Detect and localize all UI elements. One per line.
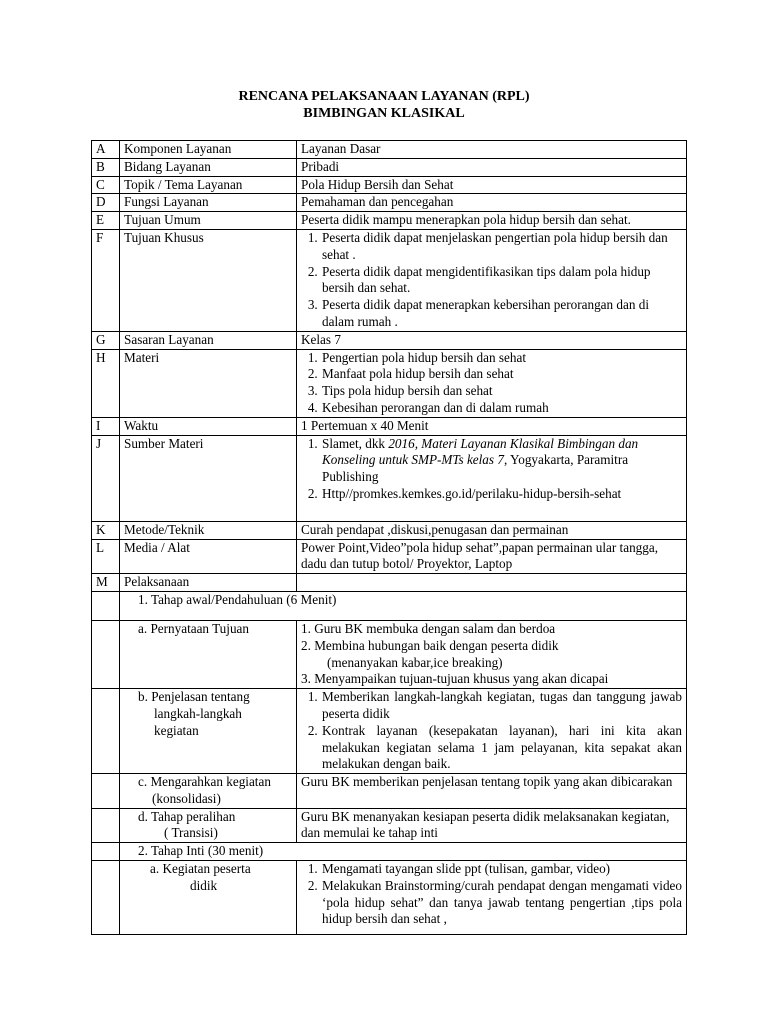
row-letter-empty xyxy=(92,591,120,620)
row-letter: G xyxy=(92,331,120,349)
row-label: Sumber Materi xyxy=(120,435,297,521)
row-label: Bidang Layanan xyxy=(120,158,297,176)
table-row-materi xyxy=(92,349,687,417)
label-line: b. Penjelasan tentang xyxy=(138,689,250,705)
row-value: Kelas 7 xyxy=(297,331,687,349)
table-row-kegiatan-peserta xyxy=(92,861,687,935)
tujuan-khusus-list xyxy=(301,230,682,331)
row-label xyxy=(120,861,297,935)
row-value: Pemahaman dan pencegahan xyxy=(297,194,687,212)
table-row-sasaran xyxy=(92,331,687,349)
list-item: 2. Melakukan Brainstorming/curah pendapat dengan mengamati video ‘pola hidup sehat” dan tanya jawab tentang pengertian ,tips pola hidup bersih dan sehat , xyxy=(321,878,682,928)
source-publisher: , Yogyakarta, Paramitra Publishing xyxy=(322,452,629,485)
row-label: Topik / Tema Layanan xyxy=(120,176,297,194)
row-value: Pribadi xyxy=(297,158,687,176)
table-row-stage2-heading xyxy=(92,843,687,861)
label-line: (konsolidasi) xyxy=(152,790,221,806)
list-item: 1. Mengamati tayangan slide ppt (tulisan, gambar, video) xyxy=(321,861,682,878)
list-item: 3. Tips pola hidup bersih dan sehat xyxy=(321,383,682,400)
list-item: 1. Guru BK membuka dengan salam dan berdoa xyxy=(301,620,556,636)
row-value xyxy=(297,689,687,774)
row-letter-empty xyxy=(92,843,120,861)
table-row-waktu xyxy=(92,417,687,435)
source-title: 2016, Materi Layanan Klasikal Bimbingan dan Konseling untuk SMP-MTs kelas 7 xyxy=(322,435,639,468)
table-row-penjelasan xyxy=(92,689,687,774)
row-value xyxy=(297,620,687,688)
document-title: RENCANA PELAKSANAAN LAYANAN (RPL) xyxy=(238,89,530,104)
materi-list xyxy=(301,350,682,417)
row-letter: A xyxy=(92,141,120,159)
row-letter-empty xyxy=(92,808,120,843)
table-row-bidang xyxy=(92,158,687,176)
row-letter: F xyxy=(92,229,120,331)
row-value: Peserta didik mampu menerapkan pola hidup bersih dan sehat. xyxy=(297,212,687,230)
kegiatan-list xyxy=(301,861,682,928)
row-letter: J xyxy=(92,435,120,521)
row-letter: B xyxy=(92,158,120,176)
table-row-media xyxy=(92,539,687,574)
row-label: Fungsi Layanan xyxy=(120,194,297,212)
row-value xyxy=(297,574,687,592)
row-letter: E xyxy=(92,212,120,230)
table-row-fungsi xyxy=(92,194,687,212)
list-item: 3. Peserta didik dapat menerapkan kebersihan perorangan dan di dalam rumah . xyxy=(321,297,682,331)
stage-heading: 2. Tahap Inti (30 menit) xyxy=(120,843,687,861)
row-letter: L xyxy=(92,539,120,574)
label-line: langkah-langkah xyxy=(154,705,242,721)
table-row-sumber xyxy=(92,435,687,521)
row-label xyxy=(120,808,297,843)
row-value xyxy=(297,861,687,935)
row-value: Guru BK menanyakan kesiapan peserta didik melaksanakan kegiatan, dan memulai ke tahap inti xyxy=(297,808,687,843)
label-line: kegiatan xyxy=(154,722,199,738)
row-label: Media / Alat xyxy=(120,539,297,574)
row-label: a. Pernyataan Tujuan xyxy=(120,620,297,688)
list-item xyxy=(321,436,682,486)
row-letter: H xyxy=(92,349,120,417)
list-item: 2. Peserta didik dapat mengidentifikasikan tips dalam pola hidup bersih dan sehat. xyxy=(321,264,682,298)
row-value: Layanan Dasar xyxy=(297,141,687,159)
row-value xyxy=(297,435,687,521)
rpl-table xyxy=(91,140,687,935)
label-line: d. Tahap peralihan xyxy=(138,808,236,824)
stage-heading: 1. Tahap awal/Pendahuluan (6 Menit) xyxy=(120,591,687,620)
table-row-pernyataan-tujuan xyxy=(92,620,687,688)
penjelasan-list xyxy=(301,689,682,773)
table-row-tujuan-umum xyxy=(92,212,687,230)
row-letter-empty xyxy=(92,774,120,809)
row-label xyxy=(120,774,297,809)
list-item: 3. Menyampaikan tujuan-tujuan khusus yang akan dicapai xyxy=(301,671,609,687)
row-value xyxy=(297,349,687,417)
list-item: 2. Manfaat pola hidup bersih dan sehat xyxy=(321,366,682,383)
row-letter: I xyxy=(92,417,120,435)
row-label: Komponen Layanan xyxy=(120,141,297,159)
table-row-peralihan xyxy=(92,808,687,843)
row-letter: C xyxy=(92,176,120,194)
row-value: Guru BK memberikan penjelasan tentang topik yang akan dibicarakan xyxy=(297,774,687,809)
table-row-mengarahkan xyxy=(92,774,687,809)
list-item: 2. Http//promkes.kemkes.go.id/perilaku-hidup-bersih-sehat xyxy=(321,486,682,503)
label-line: ( Transisi) xyxy=(164,825,218,841)
list-item: (menanyakan kabar,ice breaking) xyxy=(327,654,503,670)
list-item: 2. Kontrak layanan (kesepakatan layanan), hari ini kita akan melakukan kegiatan selama 1 jam pelayanan, kita sepakat akan melakukan dengan baik. xyxy=(321,723,682,773)
list-item: 1. Peserta didik dapat menjelaskan pengertian pola hidup bersih dan sehat . xyxy=(321,230,682,264)
table-row-topik xyxy=(92,176,687,194)
table-row-metode xyxy=(92,521,687,539)
row-value: Pola Hidup Bersih dan Sehat xyxy=(297,176,687,194)
source-author: Slamet, dkk xyxy=(322,435,389,451)
table-row-stage1-heading xyxy=(92,591,687,620)
row-label: Materi xyxy=(120,349,297,417)
row-letter-empty xyxy=(92,861,120,935)
row-letter: D xyxy=(92,194,120,212)
table-row-pelaksanaan xyxy=(92,574,687,592)
row-label: Pelaksanaan xyxy=(120,574,297,592)
row-value xyxy=(297,229,687,331)
table-row-komponen xyxy=(92,141,687,159)
sumber-list xyxy=(301,436,682,503)
list-item: 2. Membina hubungan baik dengan peserta didik xyxy=(301,637,559,653)
label-line: c. Mengarahkan kegiatan xyxy=(138,774,271,790)
row-label: Tujuan Khusus xyxy=(120,229,297,331)
row-letter: M xyxy=(92,574,120,592)
list-item: 1. Pengertian pola hidup bersih dan sehat xyxy=(321,350,682,367)
document-subtitle: BIMBINGAN KLASIKAL xyxy=(303,106,465,121)
row-value: Power Point,Video”pola hidup sehat”,papan permainan ular tangga, dadu dan tutup botol/ Proyektor, Laptop xyxy=(297,539,687,574)
label-line: didik xyxy=(190,877,218,893)
row-value: Curah pendapat ,diskusi,penugasan dan permainan xyxy=(297,521,687,539)
row-label xyxy=(120,689,297,774)
row-label: Metode/Teknik xyxy=(120,521,297,539)
row-letter-empty xyxy=(92,689,120,774)
row-letter: K xyxy=(92,521,120,539)
row-letter-empty xyxy=(92,620,120,688)
label-line: a. Kegiatan peserta xyxy=(150,861,251,877)
table-row-tujuan-khusus xyxy=(92,229,687,331)
row-label: Waktu xyxy=(120,417,297,435)
list-item: 1. Memberikan langkah-langkah kegiatan, tugas dan tanggung jawab peserta didik xyxy=(321,689,682,723)
row-label: Tujuan Umum xyxy=(120,212,297,230)
list-item: 4. Kebesihan perorangan dan di dalam rumah xyxy=(321,400,682,417)
row-value: 1 Pertemuan x 40 Menit xyxy=(297,417,687,435)
row-label: Sasaran Layanan xyxy=(120,331,297,349)
